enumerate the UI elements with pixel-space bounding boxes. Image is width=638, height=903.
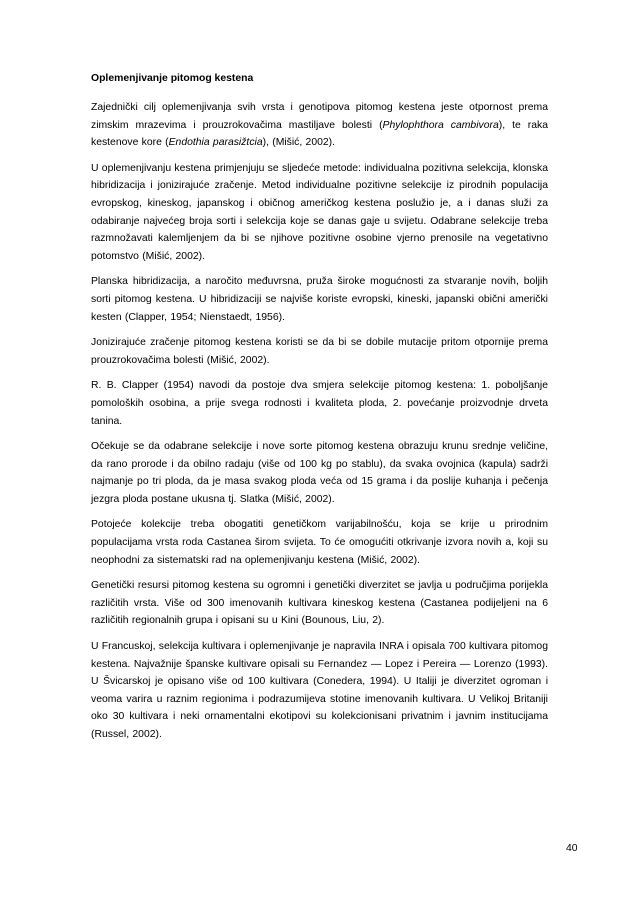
- text-run: Jonizirajuće zračenje pitomog kestena koristi se da bi se dobile mutacije pritom otpornije prema prouzrokovačima bolesti (Mišić, 2002).: [91, 337, 548, 366]
- paragraph: [91, 377, 548, 430]
- section-heading: Oplemenjivanje pitomog kestena: [91, 73, 254, 84]
- text-run: Planska hibridizacija, a naročito međuvrsna, pruža široke mogućnosti za stvaranje novih, boljih sorti pitomog kestena. U hibridizaciji se najviše koriste evropski, kineski, japanski obični američki kesten (Clapper, 1954; Nienstaedt, 1956).: [91, 276, 548, 323]
- body-text: [91, 99, 548, 744]
- italic-text: Endothia parasižtcia: [168, 137, 263, 149]
- paragraph: [91, 334, 548, 369]
- text-run: Očekuje se da odabrane selekcije i nove sorte pitomog kestena obrazuju krunu srednje veličine, da rano prorode i da obilno radaju (više od 100 kg po stablu), da svaka ovojnica (kapula) sadrži najmanje po tri ploda, da je masa svakog ploda veća od 15 grama i da poslije kuhanja i pečenja jezgra ploda postane ukusna tj. Slatka (Mišić, 2002).: [91, 441, 548, 505]
- paragraph: [91, 438, 548, 508]
- text-run: U oplemenjivanju kestena primjenjuju se sljedeće metode: individualna pozitivna selekcija, klonska hibridizacija i jonizirajuće zračenje. Metod individualne pozitivne selekcije iz pirodnih populacija evropskog, kineskog, japanskog i običnog američkog kestena poslužio je, a i danas služi za odabiranje najvećeg broja sorti i selekcija koje se danas gaje u svijetu. Odabrane selekcije treba razmnožavati kalemljenjem da bi se njihove pozitivne osobine vjerno prenosile na vegetativno potomstvo (Mišić, 2002).: [91, 162, 548, 262]
- text-run: ), te raka kestenove kore (: [91, 119, 548, 149]
- text-run: Genetički resursi pitomog kestena su ogromni i genetički diverzitet se javlja u područjima porijekla različitih vrsta. Više od 300 imenovanih kultivara kineskog kestena (Castanea podijeljeni na 6 različitih regionalnih grupa i opisani su u Kini (Bounous, Liu, 2).: [91, 580, 548, 627]
- page-content: [91, 71, 548, 752]
- text-run: U Francuskoj, selekcija kultivara i oplemenjivanje je napravila INRA i opisala 700 kultivara pitomog kestena. Najvažnije španske kultivare opisali su Fernandez — Lopez i Pereira — Lorenzo (1993). U Švicarskoj je opisano više od 100 kultivara (Conedera, 1994). U Italiji je diverzitet ogroman i veoma varira u raznim regionima i podrazumijeva stotine imenovanih kultivara. U Velikoj Britaniji oko 30 kultivara i neki ornamentalni ekotipovi su kolekcionisani privatnim i javnim institucijama (Russel, 2002).: [91, 641, 548, 740]
- text-run: Potojeće kolekcije treba obogatiti genetičkom varijabilnošću, koja se krije u prirodnim populacijama vrsta roda Castanea širom svijeta. To će omogućiti otkrivanje izvora novih a, koji su neophodni za sistematski rad na oplemenjivanju kestena (Mišić, 2002).: [91, 519, 548, 566]
- paragraph: [91, 638, 548, 744]
- text-run: ), (Mišić, 2002).: [262, 137, 336, 149]
- text-run: Zajednički cilj oplemenjivanja svih vrsta i genotipova pitomog kestena jeste otpornost prema zimskim mrazevima i prouzrokovačima mastiljave bolesti (: [91, 102, 548, 131]
- italic-text: Phylophthora cambivora: [382, 119, 499, 131]
- page-number: 40: [566, 843, 578, 854]
- text-run: R. B. Clapper (1954) navodi da postoje dva smjera selekcije pitomog kestena: 1. poboljšanje pomoloških osobina, a prije svega rodnosti i kvaliteta ploda, 2. povećanje proizvodnje drveta tanina.: [91, 380, 548, 427]
- paragraph: [91, 577, 548, 630]
- paragraph: [91, 160, 548, 266]
- paragraph: [91, 273, 548, 326]
- paragraph: [91, 516, 548, 569]
- paragraph: [91, 99, 548, 152]
